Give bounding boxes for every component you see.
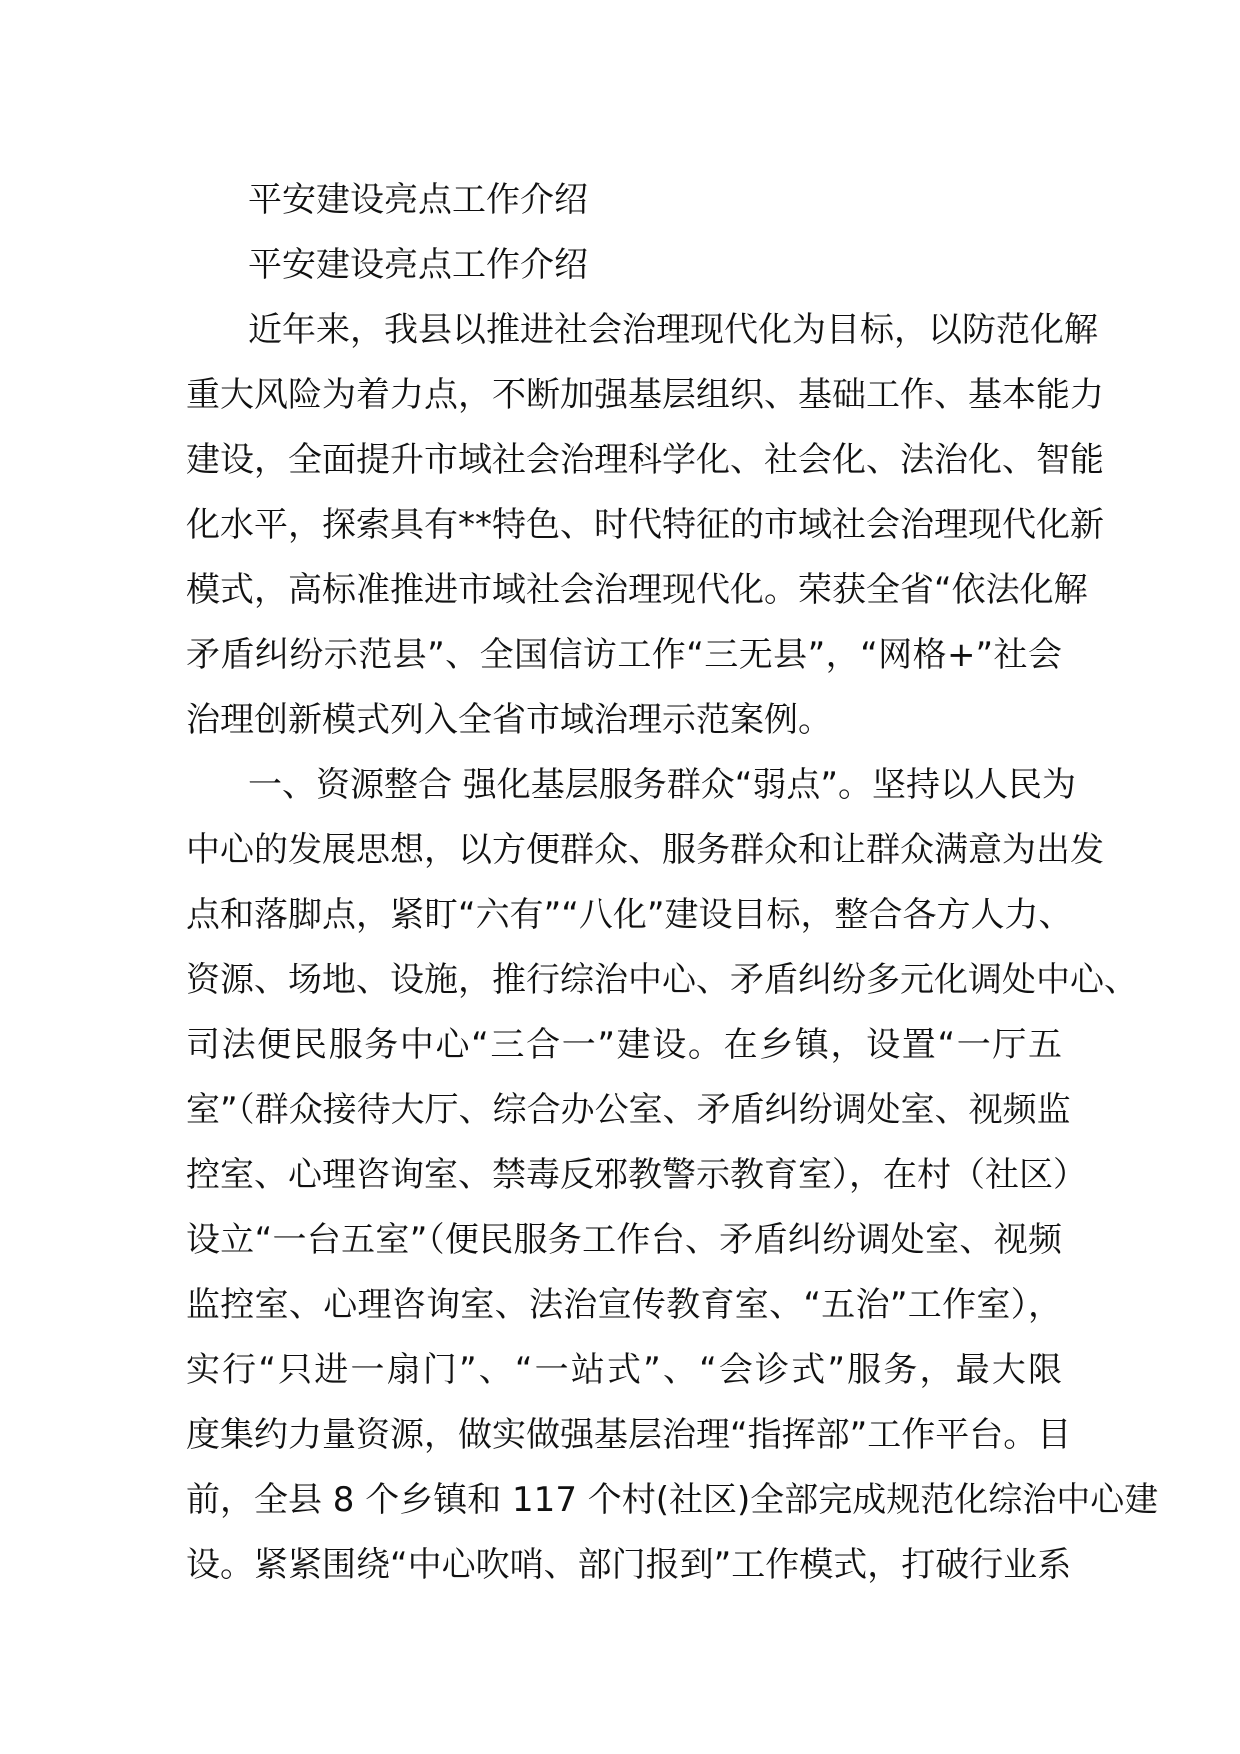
text-line: 中心的发展思想，以方便群众、服务群众和让群众满意为出发 [186, 830, 1104, 870]
text-line: 治理创新模式列入全省市域治理示范案例。 [186, 700, 832, 740]
document-title: 平安建设亮点工作介绍 [248, 180, 588, 220]
paragraph-section-one [186, 753, 1159, 1598]
text-line: 设。紧紧围绕“中心吹哨、部门报到”工作模式，打破行业系 [186, 1545, 1072, 1585]
text-line: 控室、心理咨询室、禁毒反邪教警示教育室），在村（社区） [186, 1155, 1087, 1195]
text-line: 室”（群众接待大厅、综合办公室、矛盾纠纷调处室、视频监 [186, 1090, 1071, 1130]
text-line: 点和落脚点，紧盯“六有”“八化”建设目标，整合各方人力、 [186, 895, 1073, 935]
text-line: 重大风险为着力点，不断加强基层组织、基础工作、基本能力 [186, 375, 1104, 415]
section-heading-line: 一、资源整合 强化基层服务群众“弱点”。坚持以人民为 [248, 765, 1077, 805]
text-line: 模式，高标准推进市域社会治理现代化。荣获全省“依法化解 [186, 570, 1088, 610]
text-line: 实行“只进一扇门”、“一站式”、“会诊式”服务，最大限 [186, 1350, 1062, 1390]
text-line: 前，全县 8 个乡镇和 117 个村(社区)全部完成规范化综治中心建 [186, 1480, 1159, 1520]
document-subtitle: 平安建设亮点工作介绍 [248, 245, 588, 285]
text-line: 监控室、心理咨询室、法治宣传教育室、“五治”工作室）， [186, 1285, 1062, 1325]
text-line: 建设，全面提升市域社会治理科学化、社会化、法治化、智能 [186, 440, 1104, 480]
text-line: 设立“一台五室”（便民服务工作台、矛盾纠纷调处室、视频 [186, 1220, 1062, 1260]
text-line: 资源、场地、设施，推行综治中心、矛盾纠纷多元化调处中心、 [186, 960, 1138, 1000]
document-body [186, 168, 1159, 1598]
text-line: 司法便民服务中心“三合一”建设。在乡镇，设置“一厅五 [186, 1025, 1062, 1065]
text-line: 近年来，我县以推进社会治理现代化为目标，以防范化解 [248, 310, 1098, 350]
text-line: 化水平，探索具有**特色、时代特征的市域社会治理现代化新 [186, 505, 1104, 545]
text-line: 度集约力量资源，做实做强基层治理“指挥部”工作平台。目 [186, 1415, 1072, 1455]
text-line: 矛盾纠纷示范县”、全国信访工作“三无县”，“网格+”社会 [186, 635, 1062, 675]
paragraph-intro [186, 298, 1104, 753]
